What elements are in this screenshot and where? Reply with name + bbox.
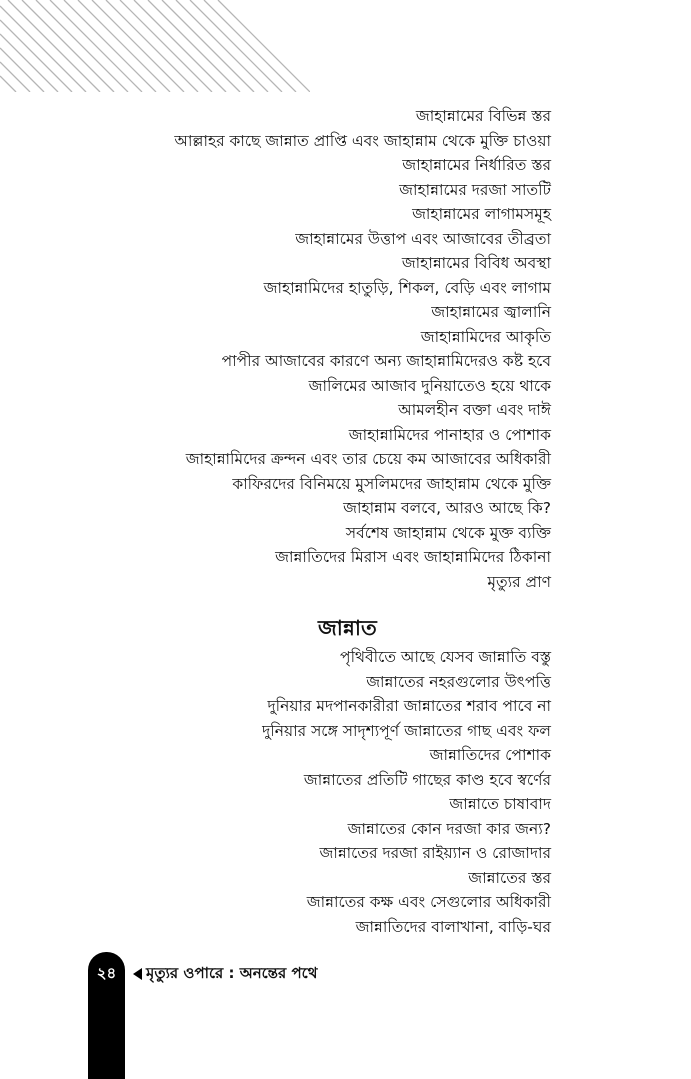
toc-entry: পৃথিবীতে আছে যেসব জান্নাতি বস্তু [340, 648, 551, 666]
toc-entry: পাপীর আজাবের কারণে অন্য জাহান্নামিদেরও কষ্ট হবে [221, 352, 551, 370]
toc-entry: জাহান্নামের উত্তাপ এবং আজাবের তীব্রতা [295, 229, 551, 248]
toc-entry: জান্নাতের প্রতিটি গাছের কাণ্ড হবে স্বর্ণের [303, 770, 551, 789]
toc-entry: জাহান্নামিদের আকৃতি [420, 327, 551, 346]
toc-entry: জাহান্নামিদের ক্রন্দন এবং তার চেয়ে কম আজাবের অধিকারী [185, 450, 551, 468]
toc-entry: জাহান্নামের লাগামসমূহ [412, 205, 551, 223]
toc-entry: জাহান্নামিদের পানাহার ও পোশাক [348, 425, 551, 444]
toc-entry: জান্নাতের কোন দরজা কার জন্য? [347, 819, 551, 838]
toc-list-jannat [262, 645, 551, 939]
toc-list-jahannam [174, 104, 551, 594]
toc-entry: জান্নাতের স্তর [468, 868, 551, 887]
toc-entry: জান্নাতের কক্ষ এবং সেগুলোর অধিকারী [306, 893, 551, 911]
toc-entry: জান্নাতের নহরগুলোর উৎপত্তি [366, 672, 551, 691]
toc-entry: জান্নাতিদের পোশাক [429, 746, 551, 764]
toc-entry: জান্নাতের দরজা রাইয়্যান ও রোজাদার [319, 844, 551, 862]
toc-entry: জাহান্নামের বিবিধ অবস্থা [401, 254, 551, 272]
toc-entry: দুনিয়ার মদপানকারীরা জান্নাতের শরাব পাবে না [267, 697, 551, 715]
toc-entry: জাহান্নামের নির্ধারিত স্তর [402, 156, 551, 174]
book-title: মৃত্যুর ওপারে : অনন্তের পথে [146, 964, 318, 982]
toc-entry: আল্লাহর কাছে জান্নাত প্রাপ্তি এবং জাহান্নাম থেকে মুক্তি চাওয়া [174, 131, 551, 150]
toc-entry: জাহান্নামের বিভিন্ন স্তর [415, 107, 551, 125]
toc-entry: সর্বশেষ জাহান্নাম থেকে মুক্ত ব্যক্তি [345, 523, 551, 542]
toc-entry: জান্নাতে চাষাবাদ [449, 795, 551, 813]
toc-entry: জান্নাতিদের বালাখানা, বাড়ি-ঘর [355, 917, 551, 936]
toc-entry: জান্নাতিদের মিরাস এবং জাহান্নামিদের ঠিকানা [275, 548, 551, 566]
toc-entry: জাহান্নামিদের হাতুড়ি, শিকল, বেড়ি এবং লাগাম [263, 278, 551, 297]
decorative-stripes [0, 0, 310, 92]
toc-entry: জালিমের আজাব দুনিয়াতেও হয়ে থাকে [308, 376, 551, 395]
toc-entry: আমলহীন বক্তা এবং দাঈ [398, 401, 551, 419]
toc-entry: জাহান্নামের জ্বালানি [431, 303, 551, 321]
toc-entry: জাহান্নাম বলবে, আরও আছে কি? [343, 499, 551, 517]
toc-entry: মৃত্যুর প্রাণ [487, 572, 551, 591]
toc-entry: কাফিরদের বিনিময়ে মুসলিমদের জাহান্নাম থেকে মুক্তি [232, 474, 551, 493]
toc-entry: দুনিয়ার সঙ্গে সাদৃশ্যপূর্ণ জান্নাতের গাছ এবং ফল [262, 721, 551, 740]
section-heading: জান্নাত [318, 616, 377, 640]
page-number: ২৪ [96, 964, 117, 982]
toc-entry: জাহান্নামের দরজা সাতটি [399, 180, 551, 199]
triangle-left-icon [133, 968, 142, 980]
